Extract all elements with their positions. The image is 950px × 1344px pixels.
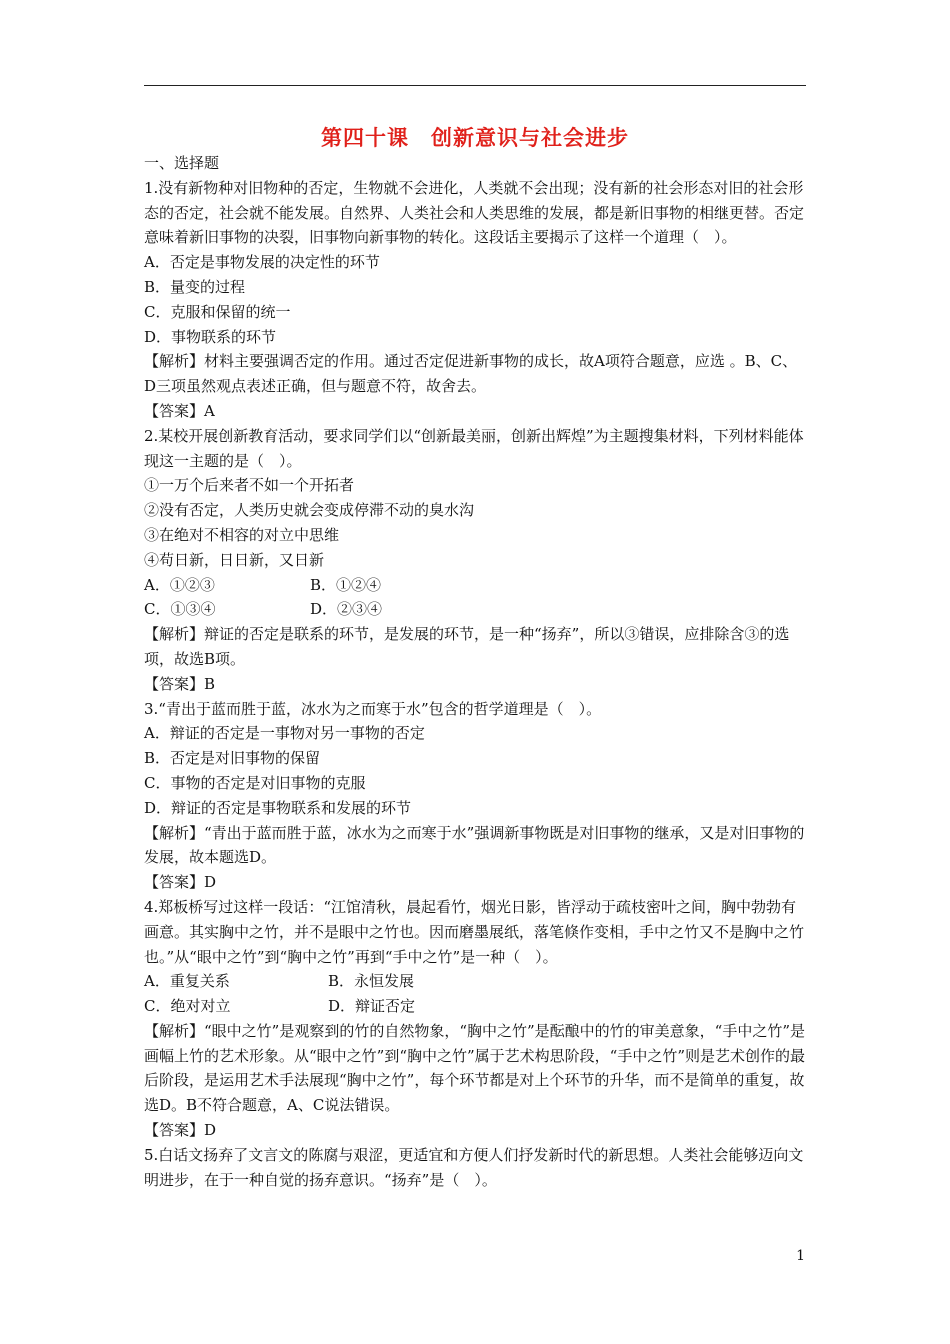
q1-stem: 1.没有新物种对旧物种的否定，生物就不会进化，人类就不会出现；没有新的社会形态对旧的社会形态的否定，社会就不能发展。自然界、人类社会和人类思维的发展，都是新旧事物的相继更替。否定意味着新旧事物的决裂，旧事物向新事物的转化。这段话主要揭示了这样一个道理（ ）。 bbox=[144, 178, 805, 247]
q2-item-3: ③在绝对不相容的对立中思维 bbox=[144, 525, 340, 544]
section-heading: 一、选择题 bbox=[144, 154, 220, 172]
q3-option-c: C．事物的否定是对旧事物的克服 bbox=[144, 773, 366, 792]
header-rule bbox=[144, 85, 806, 86]
q4-options-row-1 bbox=[144, 969, 808, 994]
q1-option-b: B．量变的过程 bbox=[144, 277, 246, 296]
q4-option-a: A．重复关系 bbox=[144, 972, 230, 991]
q2-option-c: C．①③④ bbox=[144, 600, 216, 619]
q4-answer: 【答案】D bbox=[144, 1121, 217, 1140]
q2-option-b: B．①②④ bbox=[310, 575, 382, 594]
q2-analysis: 【解析】辩证的否定是联系的环节，是发展的环节，是一种“扬弃”，所以③错误，应排除含③的选项，故选B项。 bbox=[144, 625, 790, 668]
q2-option-d: D．②③④ bbox=[310, 600, 383, 619]
q2-options-row-1 bbox=[144, 573, 808, 598]
q2-answer: 【答案】B bbox=[144, 674, 216, 693]
q1-analysis: 【解析】材料主要强调否定的作用。通过否定促进新事物的成长，故A项符合题意，应选 。B、C、D三项虽然观点表述正确，但与题意不符，故舍去。 bbox=[144, 352, 798, 396]
q4-analysis: 【解析】“眼中之竹”是观察到的竹的自然物象，“胸中之竹”是酝酿中的竹的审美意象，“手中之竹”是画幅上竹的艺术形象。从“眼中之竹”到“胸中之竹”属于艺术构思阶段，“手中之竹”则是艺术创作的最后阶段，是运用艺术手法展现“胸中之竹”，每个环节都是对上个环节的升华，而不是简单的重复，故选D。B不符合题意，A、C说法错误。 bbox=[144, 1021, 806, 1115]
q2-item-1: ①一万个后来者不如一个开拓者 bbox=[144, 476, 355, 495]
q4-option-b: B．永恒发展 bbox=[328, 972, 415, 991]
q3-option-b: B．否定是对旧事物的保留 bbox=[144, 749, 321, 768]
q1-option-c: C．克服和保留的统一 bbox=[144, 302, 291, 321]
q2-options-row-2 bbox=[144, 597, 808, 622]
document-body bbox=[144, 151, 808, 1192]
q1-option-d: D．事物联系的环节 bbox=[144, 327, 277, 346]
q4-option-c: C．绝对对立 bbox=[144, 997, 231, 1016]
page-number: 1 bbox=[796, 1248, 805, 1264]
q1-option-a: A．否定是事物发展的决定性的环节 bbox=[144, 253, 380, 272]
q2-option-a: A．①②③ bbox=[144, 575, 215, 594]
q3-option-d: D．辩证的否定是事物联系和发展的环节 bbox=[144, 798, 412, 817]
q3-analysis: 【解析】“青出于蓝而胜于蓝，冰水为之而寒于水”强调新事物既是对旧事物的继承，又是对旧事物的发展，故本题选D。 bbox=[144, 823, 805, 867]
q4-options-row-2 bbox=[144, 994, 808, 1019]
q5-stem: 5.白话文扬弃了文言文的陈腐与艰涩，更适宜和方便人们抒发新时代的新思想。人类社会能够迈向文明进步，在于一种自觉的扬弃意识。“扬弃”是（ ）。 bbox=[144, 1145, 804, 1189]
q1-answer: 【答案】A bbox=[144, 401, 215, 420]
q3-answer: 【答案】D bbox=[144, 873, 217, 892]
q2-item-2: ②没有否定，人类历史就会变成停滞不动的臭水沟 bbox=[144, 501, 475, 520]
q4-option-d: D．辩证否定 bbox=[328, 997, 416, 1016]
q3-option-a: A．辩证的否定是一事物对另一事物的否定 bbox=[144, 724, 425, 743]
q3-stem: 3.“青出于蓝而胜于蓝，冰水为之而寒于水”包含的哲学道理是（ ）。 bbox=[144, 699, 602, 718]
q4-stem: 4.郑板桥写过这样一段话：“江馆清秋，晨起看竹，烟光日影，皆浮动于疏枝密叶之间，胸中勃勃有画意。其实胸中之竹，并不是眼中之竹也。因而磨墨展纸，落笔倏作变相，手中之竹又不是胸中之竹也。”从“眼中之竹”到“胸中之竹”再到“手中之竹”是一种（ ）。 bbox=[144, 897, 805, 966]
lesson-title: 第四十课 创新意识与社会进步 bbox=[321, 126, 629, 150]
q2-stem: 2.某校开展创新教育活动，要求同学们以“创新最美丽，创新出辉煌”为主题搜集材料，下列材料能体现这一主题的是（ ）。 bbox=[144, 426, 804, 470]
q2-item-4: ④苟日新，日日新，又日新 bbox=[144, 550, 325, 569]
